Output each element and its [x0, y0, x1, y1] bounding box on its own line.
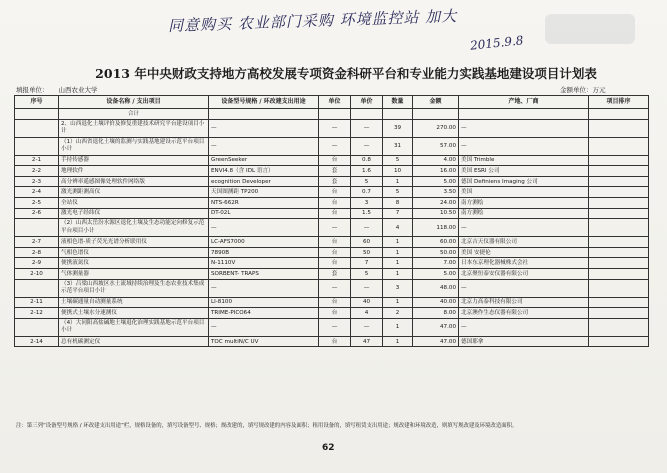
table-cell: N-1110V: [209, 258, 319, 269]
page-title: 2013 年中央财政支持地方高校发展专项资金科研平台和专业能力实践基地建设项目计划表: [95, 66, 597, 81]
page-number: 62: [322, 443, 335, 453]
table-cell: 1: [383, 297, 413, 308]
table-cell: 全站仪: [59, 197, 209, 208]
table-cell: —: [209, 219, 319, 237]
table-cell: [15, 219, 59, 237]
table-cell: 1: [383, 318, 413, 336]
table-cell: 1: [383, 336, 413, 347]
table-cell: LI-8100: [209, 297, 319, 308]
table-cell: —: [351, 219, 383, 237]
table-cell: 德国 Definiens Imaging 公司: [459, 176, 589, 187]
table-row: [15, 166, 649, 177]
table-cell: 2: [383, 308, 413, 319]
table-cell: 2、山西退化土壤评价及修复重建技术研究平台建设项目小计: [59, 119, 209, 137]
table-cell: 激光电子经纬仪: [59, 208, 209, 219]
table-cell: —: [459, 219, 589, 237]
table-row: [15, 187, 649, 198]
table-cell: —: [459, 318, 589, 336]
table-cell: 北京聚恒泰安仪器有限公司: [459, 268, 589, 279]
table-cell: 2-12: [15, 308, 59, 319]
table-cell: [589, 109, 649, 120]
plan-table: [14, 95, 649, 347]
table-cell: [589, 336, 649, 347]
table-cell: —: [351, 279, 383, 297]
table-cell: 5.00: [413, 268, 459, 279]
table-cell: —: [209, 279, 319, 297]
table-cell: 地理软件: [59, 166, 209, 177]
table-cell: （4）大同阳高盐碱地土壤退化治理实践基地示范平台项目小计: [59, 318, 209, 336]
currency-unit: 金额单位：万元: [560, 86, 606, 94]
table-cell: TOC multiN/C UV: [209, 336, 319, 347]
table-cell: 合计: [59, 109, 209, 120]
table-cell: 美国 ESRI 公司: [459, 166, 589, 177]
table-cell: 台: [319, 208, 351, 219]
table-cell: 2-3: [15, 176, 59, 187]
table-cell: 4: [351, 308, 383, 319]
table-cell: 39: [383, 119, 413, 137]
table-cell: 47: [351, 336, 383, 347]
table-cell: [589, 187, 649, 198]
table-cell: 套: [319, 268, 351, 279]
table-cell: [589, 166, 649, 177]
table-cell: 美国 安捷伦: [459, 247, 589, 258]
table-cell: 2-4: [15, 187, 59, 198]
table-cell: 0.8: [351, 155, 383, 166]
table-cell: 1: [383, 247, 413, 258]
table-cell: 3: [383, 279, 413, 297]
table-cell: 台: [319, 197, 351, 208]
table-cell: [589, 268, 649, 279]
table-cell: 24.00: [413, 197, 459, 208]
table-cell: 2-8: [15, 247, 59, 258]
table-cell: ENVI4.8（含 IDL 语言）: [209, 166, 319, 177]
table-cell: 台: [319, 237, 351, 248]
table-cell: 2-14: [15, 336, 59, 347]
table-cell: （2）山西太岳汾水源区退化土壤及生态功能定向修复示范平台项目小计: [59, 219, 209, 237]
table-cell: 0.7: [351, 187, 383, 198]
table-cell: 美国 Trimble: [459, 155, 589, 166]
column-header: 产地、厂商: [459, 96, 589, 109]
table-cell: 天国图测距 TP200: [209, 187, 319, 198]
table-cell: 总有机碳测定仪: [59, 336, 209, 347]
table-header-row: [15, 96, 649, 109]
table-cell: —: [459, 119, 589, 137]
table-row: [15, 318, 649, 336]
table-row: [15, 279, 649, 297]
table-cell: 南方测绘: [459, 208, 589, 219]
table-cell: 台: [319, 297, 351, 308]
table-cell: 50.00: [413, 247, 459, 258]
table-cell: 2-9: [15, 258, 59, 269]
table-cell: 便携液氮仪: [59, 258, 209, 269]
table-cell: 10.50: [413, 208, 459, 219]
table-cell: [15, 109, 59, 120]
table-cell: 台: [319, 258, 351, 269]
column-header: 设备型号规格 / 环改建支出用途: [209, 96, 319, 109]
table-row: [15, 119, 649, 137]
table-cell: 1: [383, 237, 413, 248]
table-cell: 31: [383, 137, 413, 155]
table-cell: —: [351, 119, 383, 137]
table-cell: 1: [383, 258, 413, 269]
table-row: [15, 137, 649, 155]
table-cell: [589, 247, 649, 258]
table-cell: 60.00: [413, 237, 459, 248]
table-cell: 液相色谱-质子荧光光谱分析联用仪: [59, 237, 209, 248]
table-cell: 美国: [459, 187, 589, 198]
table-cell: 北京吉天仪器有限公司: [459, 237, 589, 248]
table-row: [15, 176, 649, 187]
table-cell: 3.50: [413, 187, 459, 198]
table-row: [15, 197, 649, 208]
table-cell: [589, 279, 649, 297]
table-cell: 50: [351, 247, 383, 258]
table-cell: 5: [351, 268, 383, 279]
reporting-unit: [16, 85, 98, 94]
table-cell: [589, 119, 649, 137]
table-cell: 40.00: [413, 297, 459, 308]
table-cell: —: [319, 137, 351, 155]
table-cell: 1: [383, 176, 413, 187]
table-cell: 5: [351, 176, 383, 187]
table-cell: 8.00: [413, 308, 459, 319]
table-cell: 气相色谱仪: [59, 247, 209, 258]
table-cell: —: [351, 137, 383, 155]
table-cell: 台: [319, 187, 351, 198]
column-header: 项目排序: [589, 96, 649, 109]
table-cell: （3）吕梁山西坡区水土流域持续治理及生态农业技术集成示范平台项目小计: [59, 279, 209, 297]
table-cell: [589, 155, 649, 166]
reporting-unit-label: 填报单位：: [16, 86, 49, 94]
table-cell: 60: [351, 237, 383, 248]
library-stamp: [545, 14, 635, 44]
table-row: [15, 336, 649, 347]
table-cell: 57.00: [413, 137, 459, 155]
table-cell: [351, 109, 383, 120]
table-body: [15, 109, 649, 347]
table-cell: 1.5: [351, 208, 383, 219]
table-cell: [589, 176, 649, 187]
table-cell: [383, 109, 413, 120]
table-cell: [589, 197, 649, 208]
table-row: [15, 308, 649, 319]
table-cell: TRIME-PICO64: [209, 308, 319, 319]
table-cell: [15, 318, 59, 336]
table-cell: 5: [383, 155, 413, 166]
table-cell: 5: [383, 187, 413, 198]
footer-note: 注：第三列“设备型号规格 / 环改建支出用途”栏，规格设备的，填写设备型号、规格；规改建的，填写规改建的内容及面积；租用设备的，填写租赁支出用途；规改建和环境改造，则填写规改建及环境改造面积。: [16, 423, 518, 429]
table-cell: 气体测量器: [59, 268, 209, 279]
table-cell: 2-2: [15, 166, 59, 177]
table-cell: 套: [319, 166, 351, 177]
table-cell: 47.00: [413, 336, 459, 347]
table-cell: 7: [351, 258, 383, 269]
table-cell: LC-AFS7000: [209, 237, 319, 248]
table-cell: [589, 137, 649, 155]
table-cell: 2-7: [15, 237, 59, 248]
table-cell: 7: [383, 208, 413, 219]
table-cell: [589, 208, 649, 219]
table-cell: [589, 258, 649, 269]
column-header: 数量: [383, 96, 413, 109]
table-cell: 270.00: [413, 119, 459, 137]
table-cell: —: [319, 219, 351, 237]
table-row: [15, 219, 649, 237]
table-cell: 台: [319, 155, 351, 166]
table-cell: 40: [351, 297, 383, 308]
table-cell: 便携式土壤水分速测仪: [59, 308, 209, 319]
table-row: [15, 237, 649, 248]
table-cell: 2-5: [15, 197, 59, 208]
reporting-unit-name: 山西农业大学: [58, 86, 98, 94]
table-cell: —: [209, 137, 319, 155]
handwritten-date: 2015.9.8: [469, 33, 525, 53]
table-cell: 台: [319, 336, 351, 347]
table-cell: 手持传感器: [59, 155, 209, 166]
table-cell: GreenSeeker: [209, 155, 319, 166]
table-cell: 4: [383, 219, 413, 237]
table-cell: 南方测绘: [459, 197, 589, 208]
table-cell: 德国耶拿: [459, 336, 589, 347]
table-cell: 北京澳作生态仪器有限公司: [459, 308, 589, 319]
column-header: 序号: [15, 96, 59, 109]
table-cell: —: [209, 318, 319, 336]
table-cell: [589, 237, 649, 248]
table-cell: 2-10: [15, 268, 59, 279]
column-header: 单位: [319, 96, 351, 109]
table-cell: 激光测距测高仪: [59, 187, 209, 198]
table-row: [15, 109, 649, 120]
table-cell: —: [459, 279, 589, 297]
table-cell: 日本东京理化器械株式会社: [459, 258, 589, 269]
table-cell: [459, 109, 589, 120]
table-cell: 2-6: [15, 208, 59, 219]
table-cell: 1.6: [351, 166, 383, 177]
table-cell: [413, 109, 459, 120]
handwritten-annotation: 同意购买 农业部门采购 环境监控站 加大: [167, 6, 458, 36]
table-cell: 7890B: [209, 247, 319, 258]
table-cell: —: [319, 119, 351, 137]
table-cell: —: [459, 137, 589, 155]
table-row: [15, 247, 649, 258]
table-cell: [15, 119, 59, 137]
table-cell: —: [209, 119, 319, 137]
table-cell: 4.00: [413, 155, 459, 166]
table-cell: —: [351, 318, 383, 336]
table-cell: 高分辨率遥感图像处理软件网络版: [59, 176, 209, 187]
table-row: [15, 155, 649, 166]
table-cell: [319, 109, 351, 120]
table-cell: [589, 219, 649, 237]
table-cell: 8: [383, 197, 413, 208]
table-cell: 套: [319, 176, 351, 187]
table-cell: 1: [383, 268, 413, 279]
table-cell: 118.00: [413, 219, 459, 237]
table-cell: 2-11: [15, 297, 59, 308]
table-cell: 5.00: [413, 176, 459, 187]
table-cell: [15, 279, 59, 297]
column-header: 金额: [413, 96, 459, 109]
table-row: [15, 297, 649, 308]
table-cell: [209, 109, 319, 120]
table-cell: 48.00: [413, 279, 459, 297]
column-header: 单价: [351, 96, 383, 109]
table-cell: —: [319, 318, 351, 336]
table-row: [15, 258, 649, 269]
table-cell: 土壤碳通量自动测量系统: [59, 297, 209, 308]
column-header: 设备名称 / 支出项目: [59, 96, 209, 109]
table-cell: [589, 297, 649, 308]
table-cell: （1）山西省退化土壤的监测与实践基地建设示范平台项目小计: [59, 137, 209, 155]
table-cell: 台: [319, 247, 351, 258]
table-cell: 7.00: [413, 258, 459, 269]
table-cell: ecognition Developer: [209, 176, 319, 187]
table-cell: NTS-662R: [209, 197, 319, 208]
table-cell: 16.00: [413, 166, 459, 177]
table-cell: 47.00: [413, 318, 459, 336]
table-cell: [589, 308, 649, 319]
table-cell: 3: [351, 197, 383, 208]
table-cell: —: [319, 279, 351, 297]
table-cell: [15, 137, 59, 155]
table-cell: [589, 318, 649, 336]
table-cell: 2-1: [15, 155, 59, 166]
table-cell: 台: [319, 308, 351, 319]
table-cell: 北京力高泰科技有限公司: [459, 297, 589, 308]
table-row: [15, 268, 649, 279]
table-cell: DT-02L: [209, 208, 319, 219]
table-row: [15, 208, 649, 219]
table-cell: SORBENT- TRAPS: [209, 268, 319, 279]
table-cell: 10: [383, 166, 413, 177]
